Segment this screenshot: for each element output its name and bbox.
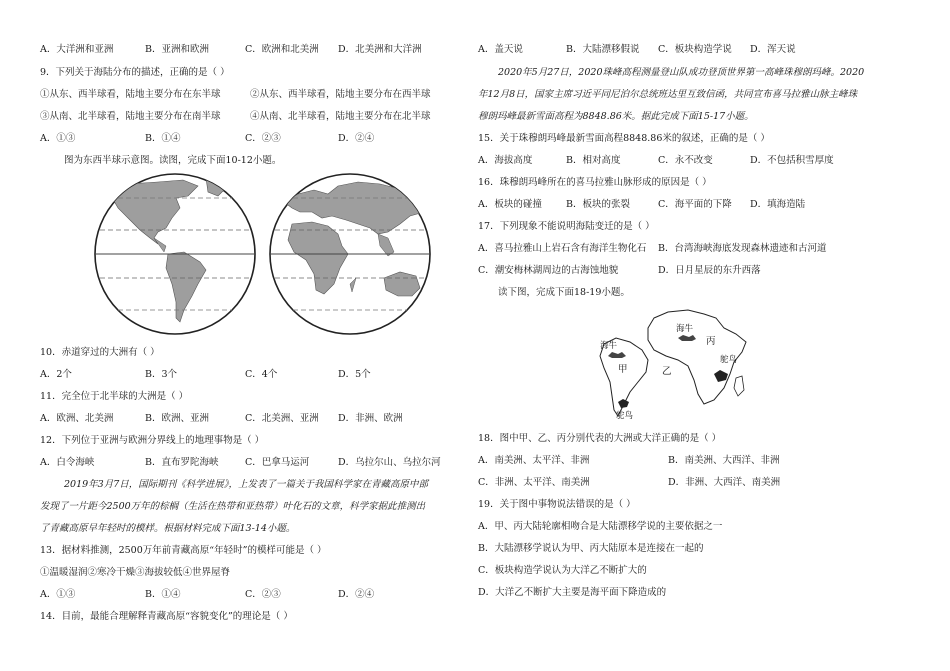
question-14: 14．目前，最能合理解释青藏高原“容貌变化”的理论是（ ） [40, 611, 293, 622]
q8-option-c: C．欧洲和北美洲 [245, 44, 319, 55]
q16-option-a: A．板块的碰撞 [478, 199, 542, 210]
q19-option-c: C．板块构造学说认为大洋乙不断扩大的 [478, 565, 647, 576]
q9-option-c: C．②③ [245, 133, 281, 144]
q8-option-b: B．亚洲和欧洲 [145, 44, 209, 55]
q10-option-c: C．4个 [245, 369, 278, 380]
question-11: 11．完全位于北半球的大洲是（ ） [40, 391, 189, 402]
q18-option-d: D．非洲、大西洋、南美洲 [668, 477, 781, 488]
q17-option-a: A．喜马拉雅山上岩石含有海洋生物化石 [478, 243, 647, 254]
q17-option-b: B．台湾海峡海底发现森林遗迹和古河道 [658, 243, 827, 254]
map-label-bing: 丙 [706, 336, 716, 347]
map-label-ostrich-south-america: 鸵鸟 [616, 411, 634, 421]
q13-option-c: C．②③ [245, 589, 281, 600]
intro-13-14-line-1: 2019年3月7日，国际期刊《科学进展》，上发表了一篇关于我国科学家在青藏高原中部 [64, 479, 429, 490]
q8-option-a: A．大洋洲和亚洲 [40, 44, 114, 55]
left-column [40, 0, 470, 671]
q9-option-b: B．①④ [145, 133, 181, 144]
q19-option-a: A．甲、丙大陆轮廓相吻合是大陆漂移学说的主要依据之一 [478, 521, 723, 532]
q14-option-c: C．板块构造学说 [658, 44, 732, 55]
question-13: 13．据材料推测，2500万年前青藏高原“年轻时”的模样可能是（ ） [40, 545, 327, 556]
q11-option-a: A．欧洲、北美洲 [40, 413, 114, 424]
q18-option-c: C．非洲、太平洋、南美洲 [478, 477, 590, 488]
map-label-ostrich-africa: 鸵鸟 [720, 355, 738, 365]
western-hemisphere [95, 174, 255, 334]
intro-15-17-line-3: 穆朗玛峰最新雪面高程为8848.86米。据此完成下面15-17小题。 [478, 111, 754, 122]
map-label-manatee-south-america: 海牛 [600, 341, 618, 351]
q19-option-b: B．大陆漂移学说认为甲、丙大陆原本是连接在一起的 [478, 543, 704, 554]
q13-option-d: D．②④ [338, 589, 375, 600]
intro-13-14-line-3: 了青藏高原早年轻时的模样。根据材料完成下面13-14小题。 [40, 523, 296, 534]
intro-15-17-line-2: 年12月8日，国家主席习近平同尼泊尔总统班达里互致信函，共同宣布喜马拉雅山脉主峰珠 [478, 89, 858, 100]
map-label-jia: 甲 [618, 364, 628, 375]
question-16: 16．珠穆朗玛峰所在的喜马拉雅山脉形成的原因是（ ） [478, 177, 712, 188]
q9-option-a: A．①③ [40, 133, 76, 144]
q11-option-c: C．北美洲、亚洲 [245, 413, 319, 424]
question-19: 19．关于图中事物说法错误的是（ ） [478, 499, 636, 510]
intro-18-19: 读下图，完成下面18-19小题。 [498, 287, 630, 298]
q13-statements: ①温暖湿润②寒冷干燥③海拔较低④世界屋脊 [40, 567, 231, 578]
question-15: 15．关于珠穆朗玛峰最新雪面高程8848.86米的叙述，正确的是（ ） [478, 133, 770, 144]
right-column [478, 0, 908, 671]
eastern-hemisphere [270, 174, 430, 334]
q12-option-d: D．乌拉尔山、乌拉尔河 [338, 457, 441, 468]
q8-option-d: D．北美洲和大洋洲 [338, 44, 422, 55]
q16-option-b: B．板块的张裂 [566, 199, 630, 210]
question-17: 17．下列现象不能说明海陆变迁的是（ ） [478, 221, 655, 232]
intro-10-12: 图为东西半球示意图。读图，完成下面10-12小题。 [64, 155, 282, 166]
map-label-manatee-africa: 海牛 [676, 324, 694, 334]
q13-option-a: A．①③ [40, 589, 76, 600]
q12-option-b: B．直布罗陀海峡 [145, 457, 219, 468]
intro-13-14-line-2: 发现了一片距今2500万年的棕榈（生活在热带和亚热带）叶化石的文章，科学家据此推测出 [40, 501, 426, 512]
q9-statement-1: ①从东、西半球看，陆地主要分布在东半球 [40, 89, 221, 100]
question-12: 12．下列位于亚洲与欧洲分界线上的地理事物是（ ） [40, 435, 265, 446]
q9-statement-4: ④从南、北半球看，陆地主要分布在北半球 [250, 111, 431, 122]
intro-15-17-line-1: 2020年5月27日，2020珠峰高程测量登山队成功登顶世界第一高峰珠穆朗玛峰。2020 [498, 67, 865, 78]
question-18: 18．图中甲、乙、丙分别代表的大洲或大洋正确的是（ ） [478, 433, 722, 444]
q10-option-d: D．5个 [338, 369, 371, 380]
continental-drift-map [596, 304, 766, 422]
q10-option-a: A．2个 [40, 369, 72, 380]
q14-option-d: D．浑天说 [750, 44, 796, 55]
q14-option-a: A．盖天说 [478, 44, 523, 55]
q9-statement-3: ③从南、北半球看，陆地主要分布在南半球 [40, 111, 221, 122]
q12-option-c: C．巴拿马运河 [245, 457, 310, 468]
q9-option-d: D．②④ [338, 133, 375, 144]
q15-option-c: C．永不改变 [658, 155, 713, 166]
q16-option-d: D．填海造陆 [750, 199, 806, 210]
q18-option-b: B．南美洲、大西洋、非洲 [668, 455, 780, 466]
q10-option-b: B．3个 [145, 369, 178, 380]
q16-option-c: C．海平面的下降 [658, 199, 732, 210]
question-10: 10．赤道穿过的大洲有（ ） [40, 347, 160, 358]
q15-option-d: D．不包括积雪厚度 [750, 155, 834, 166]
q15-option-a: A．海拔高度 [478, 155, 533, 166]
q17-option-d: D．日月星辰的东升西落 [658, 265, 761, 276]
q15-option-b: B．相对高度 [566, 155, 621, 166]
question-9: 9．下列关于海陆分布的描述，正确的是（ ） [40, 67, 230, 78]
map-label-yi: 乙 [662, 366, 672, 377]
q12-option-a: A．白令海峡 [40, 457, 95, 468]
q19-option-d: D．大洋乙不断扩大主要是海平面下降造成的 [478, 587, 667, 598]
q11-option-d: D．非洲、欧洲 [338, 413, 403, 424]
q13-option-b: B．①④ [145, 589, 181, 600]
q17-option-c: C．潮安梅林湖周边的古海蚀地貌 [478, 265, 619, 276]
q14-option-b: B．大陆漂移假说 [566, 44, 640, 55]
q9-statement-2: ②从东、西半球看，陆地主要分布在西半球 [250, 89, 431, 100]
hemispheres-map [88, 172, 438, 337]
q18-option-a: A．南美洲、太平洋、非洲 [478, 455, 590, 466]
q11-option-b: B．欧洲、亚洲 [145, 413, 209, 424]
